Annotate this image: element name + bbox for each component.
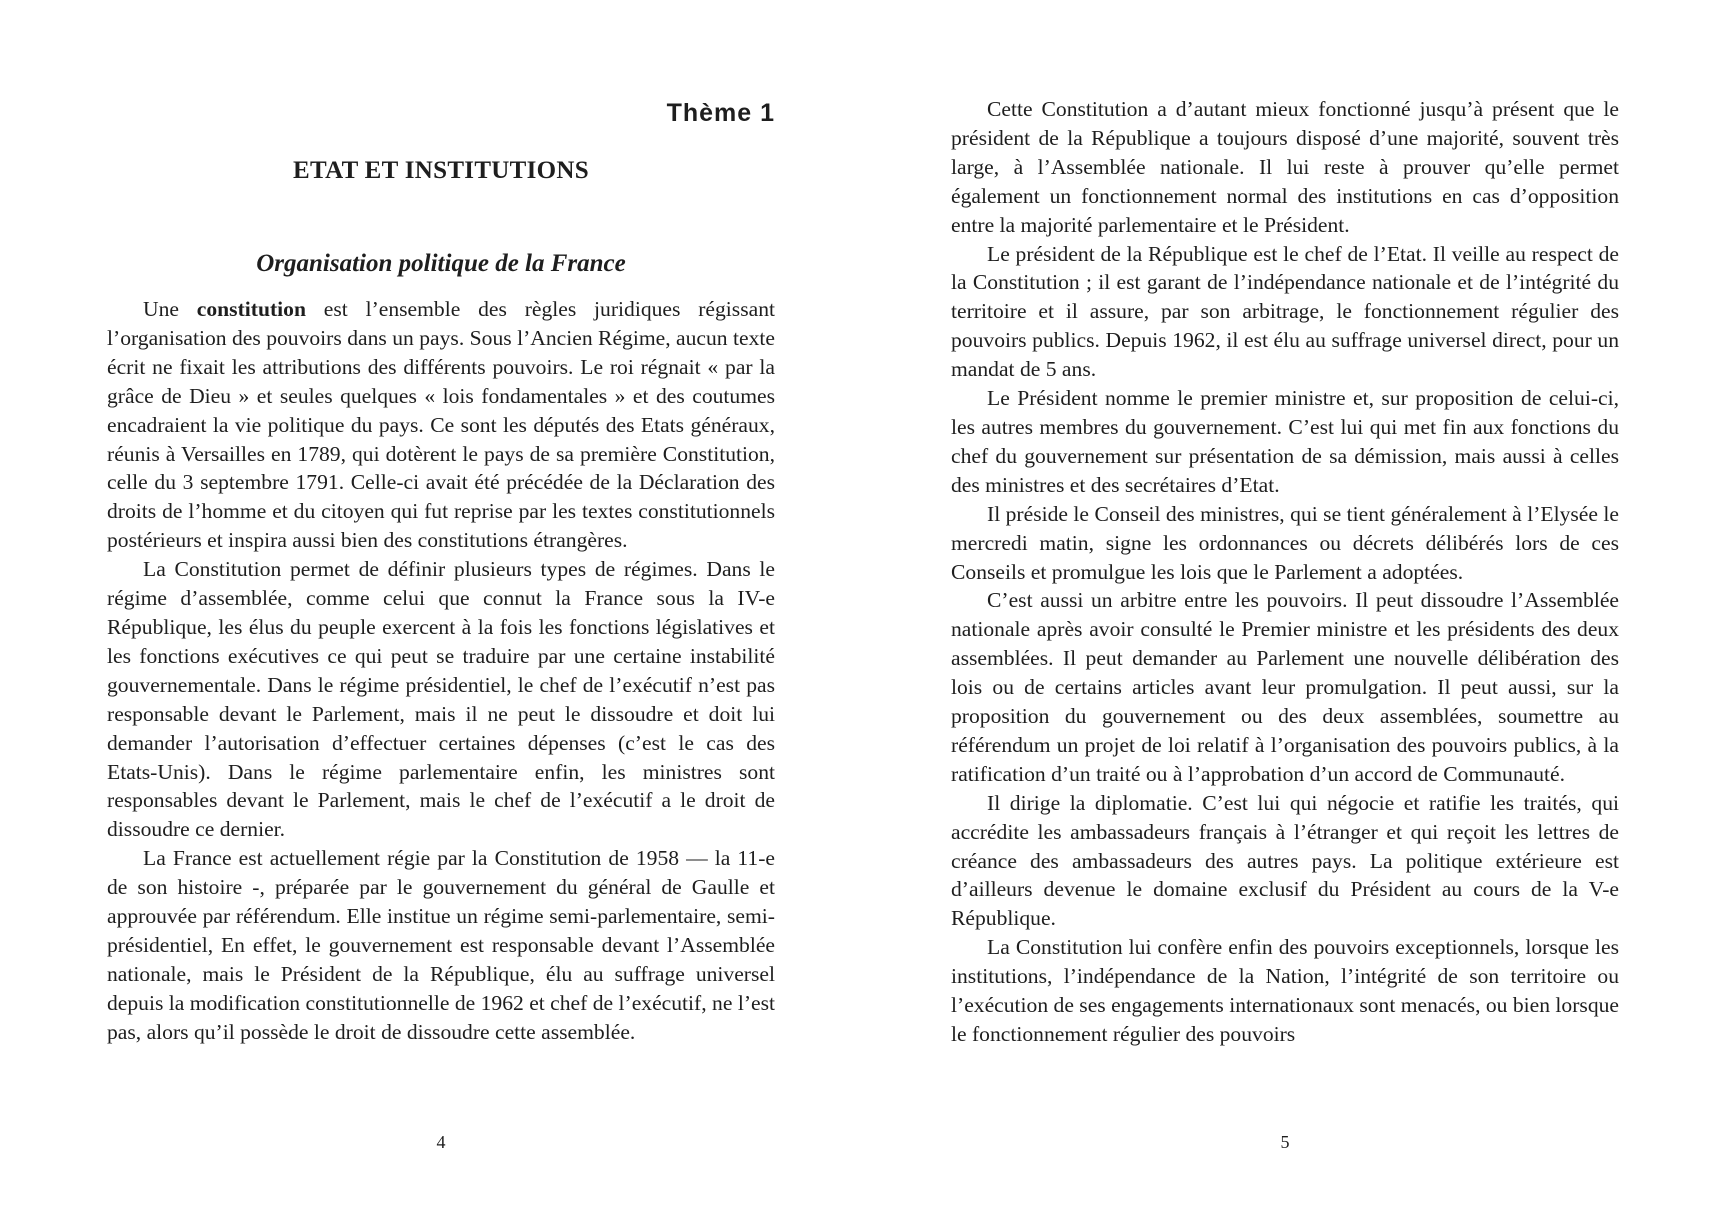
paragraph: C’est aussi un arbitre entre les pouvoirs. Il peut dissoudre l’Assemblée nationale après avoir consulté le Premier ministre et les présidents des deux assemblées. Il peut demander au Parlement une nouvelle délibération des lois ou de certains articles avant leur promulgation. Il peut aussi, sur la proposition du gouvernement ou des deux assemblées, soumettre au référendum un projet de loi relatif à l’organisation des pouvoirs publics, à la ratification d’un traité ou à l’approbation d’un accord de Communauté.	[951, 588, 1619, 786]
paragraph: La Constitution lui confère enfin des pouvoirs exceptionnels, lorsque les institutions, l’indépendance de la Nation, l’intégrité de son territoire ou l’exécution de ses engagements internationaux sont menacés, ou bien lorsque le fonctionnement régulier des pouvoirs	[951, 935, 1620, 1046]
paragraph: Il dirige la diplomatie. C’est lui qui négocie et ratifie les traités, qui accrédite les ambassadeurs français à l’étranger et qui reçoit les lettres de créance des ambassadeurs des autres pays. La politique extérieure est d’ailleurs devenue le domaine exclusif du Président au cours de la V-e République.	[951, 790, 1619, 931]
theme-label: Thème 1	[666, 99, 775, 127]
page-number: 4	[436, 1132, 446, 1152]
paragraph: Cette Constitution a d’autant mieux fonctionné jusqu’à présent que le président de la République a toujours disposé d’une majorité, souvent très large, à l’Assemblée nationale. Il lui reste à prouver qu’elle permet également un fonctionnement normal des institutions en cas d’opposition entre la majorité parlementaire et le Président.	[951, 97, 1619, 237]
bold-term: constitution	[196, 297, 306, 321]
paragraph-text: est l’ensemble des règles juridiques régissant l’organisation des pouvoirs dans un pays. Sous l’Ancien Régime, aucun texte écrit ne fixait les attributions des différents pouvoirs. Le roi régnait « par la grâce de Dieu » et seules quelques « lois fondamentales » et des coutumes encadraient la vie politique du pays. Ce sont les députés des Etats généraux, réunis à Versailles en 1789, qui dotèrent le pays de sa première Constitution, celle du 3 septembre 1791. Celle-ci avait été précédée de la Déclaration des droits de l’homme et du citoyen qui fut reprise par les textes constitutionnels postérieurs et inspira aussi bien des constitutions étrangères.	[107, 297, 775, 553]
left-page	[107, 0, 775, 1211]
right-body-text	[951, 95, 1619, 1049]
chapter-title: ETAT ET INSTITUTIONS	[293, 157, 589, 184]
paragraph: La France est actuellement régie par la Constitution de 1958 — la 11-e de son histoire -, préparée par le gouvernement du général de Gaulle et approuvée par référendum. Elle institue un régime semi-parlementaire, semi-présidentiel, En effet, le gouvernement est responsable devant l’Assemblée nationale, mais le Président de la République, élu au suffrage universel depuis la modification constitutionnelle de 1962 et chef de l’exécutif, ne l’est pas, alors qu’il possède le droit de dissoudre cette assemblée.	[107, 846, 775, 1044]
paragraph-text: Une	[143, 297, 197, 321]
paragraph: Le Président nomme le premier ministre et, sur proposition de celui-ci, les autres membres du gouvernement. C’est lui qui met fin aux fonctions du chef du gouvernement sur présentation de sa démission, mais aussi à celles des ministres et des secrétaires d’Etat.	[951, 386, 1619, 497]
paragraph: Le président de la République est le chef de l’Etat. Il veille au respect de la Constitution ; il est garant de l’indépendance nationale et de l’intégrité du territoire et il assure, par son arbitrage, le fonctionnement régulier des pouvoirs publics. Depuis 1962, il est élu au suffrage universel direct, pour un mandat de 5 ans.	[951, 241, 1619, 382]
right-page	[951, 0, 1619, 1211]
paragraph	[107, 295, 775, 555]
section-title: Organisation politique de la France	[256, 250, 626, 277]
paragraph: La Constitution permet de définir plusieurs types de régimes. Dans le régime d’assemblée, comme celui que connut la France sous la IV-e République, les élus du peuple exercent à la fois les fonctions législatives et les fonctions exécutives ce qui peut se traduire par une certaine instabilité gouvernementale. Dans le régime présidentiel, le chef de l’exécutif n’est pas responsable devant le Parlement, mais il ne peut le dissoudre et doit lui demander l’autorisation d’effectuer certaines dépenses (c’est le cas des Etats-Unis). Dans le régime parlementaire enfin, les ministres sont responsables devant le Parlement, mais le chef de l’exécutif a le droit de dissoudre ce dernier.	[107, 557, 775, 842]
left-body-text	[107, 295, 775, 1047]
page-number: 5	[1280, 1132, 1290, 1152]
paragraph: Il préside le Conseil des ministres, qui se tient généralement à l’Elysée le mercredi matin, signe les ordonnances ou décrets délibérés lors de ces Conseils et promulgue les lois que le Parlement a adoptées.	[951, 501, 1619, 584]
